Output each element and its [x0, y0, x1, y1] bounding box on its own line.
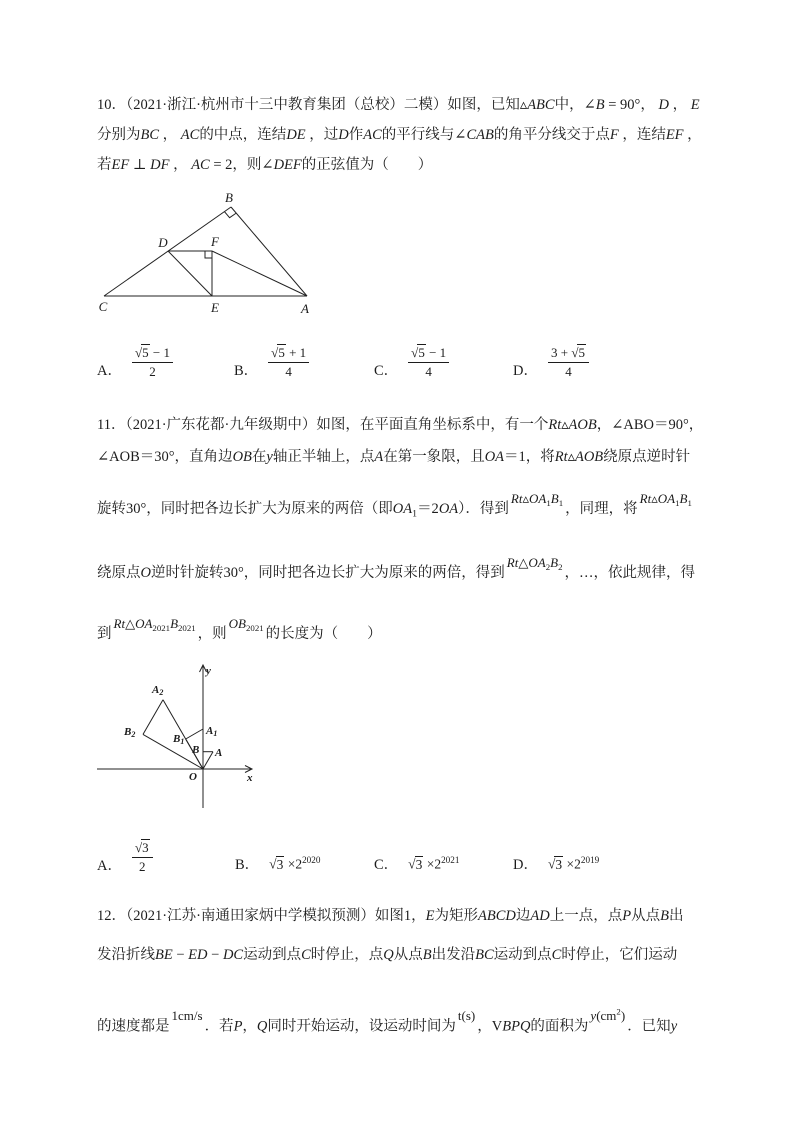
math-symbol: B — [550, 491, 559, 506]
superscript: 2021 — [441, 855, 460, 865]
text-run: 4 — [285, 364, 292, 379]
text-run: ∠ — [583, 97, 596, 113]
text-run: − 1 — [149, 345, 170, 360]
subscript: 2 — [545, 562, 551, 573]
text-run: ．已知 — [627, 1018, 671, 1035]
subscript: 2 — [558, 562, 563, 573]
subscript: 1 — [687, 498, 692, 509]
text-run: 作 — [348, 127, 364, 143]
text-run: ，连结 — [618, 127, 666, 143]
text-run: △ — [125, 616, 136, 631]
subscript: 1 — [546, 498, 551, 509]
math-symbol: BPQ — [502, 1018, 531, 1035]
text-run: 时停止，点 — [310, 947, 384, 963]
text-run: ，则 — [197, 626, 227, 642]
subscript: 2021 — [178, 623, 196, 634]
text-run: (cm — [596, 1008, 617, 1024]
text-run: ， — [477, 1018, 492, 1035]
text-run: 的正弦值为（ ） — [301, 157, 433, 173]
superscript: 2020 — [302, 855, 321, 865]
triangle-figure — [90, 185, 320, 320]
radicand: 3 — [276, 856, 284, 872]
text-run: = 2，则 — [209, 157, 262, 173]
option-label: D． — [513, 856, 538, 873]
problem-12-line-3 — [97, 1007, 678, 1036]
math-symbol: DC — [222, 947, 244, 963]
text-run: ，过 — [305, 127, 339, 143]
text-run: ＝2 — [417, 501, 439, 517]
denominator — [422, 363, 435, 381]
option-label: B． — [235, 856, 260, 873]
label-c: C — [98, 299, 108, 314]
option-c — [374, 850, 459, 875]
text-run: 到 — [97, 626, 112, 642]
text-run: 11．（2021·广东花都·九年级期中）如图，在平面直角坐标系中，有一个 — [97, 417, 549, 433]
segment-a1b1 — [186, 729, 203, 739]
math-symbol: A — [374, 449, 384, 465]
text-run: ， — [169, 157, 192, 173]
text-run: − — [207, 947, 223, 963]
math-symbol: Rt — [548, 417, 562, 433]
math-symbol: ED — [188, 947, 208, 963]
segment-oa — [203, 752, 213, 769]
math-symbol: Rt — [554, 449, 568, 465]
math-symbol: BC — [140, 127, 160, 143]
radicand: 5 — [578, 345, 585, 360]
text-run: 绕原点 — [97, 565, 141, 581]
text-run: √ — [134, 345, 143, 360]
label-b1-sub: 1 — [180, 737, 185, 746]
math-symbol: C — [551, 947, 562, 963]
math-symbol: B — [595, 97, 605, 113]
problem-11-line-1 — [97, 415, 703, 435]
segment-a2b2 — [143, 700, 163, 735]
text-run: t(s) — [457, 1008, 476, 1024]
problem-12-line-2 — [97, 945, 677, 965]
text-run: 边 — [515, 908, 531, 924]
label-a1 — [205, 725, 217, 738]
text-run: ▵ — [522, 491, 529, 506]
label-y: y — [206, 665, 211, 677]
label-a: A — [215, 747, 223, 759]
text-run: ∠AOB＝30°，直角边 — [97, 449, 233, 465]
math-symbol: Rt — [639, 491, 652, 506]
right-angle-mark-b — [224, 212, 236, 218]
text-run: 旋转30°，同时把各边长扩大为原来的两倍（即 — [97, 501, 393, 517]
math-symbol: P — [233, 1018, 243, 1035]
fraction — [268, 344, 309, 381]
text-run: ×2 — [563, 856, 581, 872]
text-run: ▵ — [519, 97, 528, 113]
label-b1 — [172, 733, 184, 746]
text-run: ×2 — [284, 856, 303, 872]
option-label: C． — [374, 856, 399, 873]
text-run: 出 — [668, 908, 684, 924]
label-f: F — [211, 234, 219, 249]
text-run: ， — [159, 127, 181, 143]
math-symbol: AC — [180, 127, 200, 143]
text-run: 的速度都是 — [97, 1018, 170, 1035]
label-b: B — [192, 744, 200, 756]
math-symbol: B — [679, 491, 688, 506]
math-symbol: OA — [438, 501, 459, 517]
segment-oa2 — [163, 700, 203, 769]
numerator — [268, 344, 309, 363]
text-run: 在 — [251, 449, 267, 465]
text-run: 4 — [565, 364, 572, 379]
option-d — [513, 850, 599, 875]
superscript: 2 — [616, 1007, 621, 1017]
math-symbol: B — [660, 908, 669, 924]
text-run: 从点 — [631, 908, 661, 924]
text-run: 12．（2021·江苏·南通田家炳中学模拟预测）如图1， — [97, 908, 426, 924]
problem-11-line-4 — [97, 555, 695, 587]
denominator — [146, 363, 159, 381]
option-label: A． — [97, 858, 122, 874]
math-symbol: CAB — [466, 127, 494, 143]
text-run: 3 + √ — [550, 345, 579, 360]
denominator — [136, 858, 149, 876]
math-symbol: BC — [475, 947, 494, 963]
subscript: 2021 — [152, 623, 171, 634]
option-b — [235, 850, 320, 875]
text-run: 运动到点 — [493, 947, 552, 963]
text-run: − 1 — [425, 345, 447, 360]
math-symbol: AC — [191, 157, 210, 173]
text-run: 1cm/s — [171, 1008, 203, 1024]
option-b — [234, 344, 309, 381]
math-symbol: AC — [363, 127, 382, 143]
text-run: + 1 — [285, 345, 307, 360]
fraction — [408, 344, 449, 381]
math-symbol: DF — [150, 157, 170, 173]
label-b2-sub: 2 — [131, 730, 136, 739]
subscript: 1 — [412, 508, 418, 520]
text-run: 出发沿 — [431, 947, 476, 963]
text-run: 逆时针旋转30°，同时把各边长扩大为原来的两倍，得到 — [150, 565, 505, 581]
math-symbol: DE — [286, 127, 306, 143]
math-symbol: y — [670, 1018, 678, 1035]
text-run: ＝1，将 — [504, 449, 555, 465]
option-expression — [548, 850, 599, 875]
text-run: 的中点，连结 — [199, 127, 287, 143]
problem-11-line-5 — [97, 616, 382, 648]
inline-formula — [506, 555, 563, 573]
text-run: √ — [408, 856, 416, 872]
denominator — [562, 363, 575, 381]
numerator — [548, 344, 589, 363]
text-run: ⊥ — [129, 157, 151, 173]
inline-formula — [228, 616, 264, 634]
text-run: 为矩形 — [434, 908, 479, 924]
label-b2-main: B — [124, 726, 132, 738]
radicand: 5 — [418, 345, 425, 360]
fraction — [132, 344, 173, 381]
option-label: B． — [234, 363, 259, 379]
text-run: 的平行线与 — [381, 127, 455, 143]
math-symbol: AOB — [574, 449, 604, 465]
math-symbol: Rt — [510, 491, 523, 506]
label-a1-sub: 1 — [213, 729, 218, 738]
inline-formula — [590, 1008, 625, 1023]
math-symbol: BE — [155, 947, 173, 963]
inline-formula — [172, 1008, 203, 1023]
label-x: x — [247, 772, 253, 784]
problem-10-line-2 — [97, 125, 702, 145]
numerator — [408, 344, 449, 363]
text-run: ， — [242, 1018, 257, 1035]
math-symbol: ABC — [527, 97, 555, 113]
math-symbol: B — [550, 555, 559, 570]
problem-10-line-1 — [97, 95, 700, 115]
math-symbol: OB — [232, 449, 252, 465]
text-run: √ — [269, 856, 277, 872]
radicand: 5 — [142, 345, 149, 360]
text-run: 若 — [97, 157, 112, 173]
math-symbol: B — [422, 947, 432, 963]
segment-fa — [212, 251, 307, 296]
label-a2 — [151, 684, 163, 697]
text-run: 轴正半轴上，点 — [272, 449, 375, 465]
text-run: ▵ — [561, 417, 569, 433]
text-run: 发沿折线 — [97, 947, 155, 963]
math-symbol: OB — [228, 616, 247, 631]
math-symbol: Rt — [113, 616, 126, 631]
subscript: 1 — [558, 498, 564, 509]
radicand: 3 — [415, 856, 423, 872]
math-symbol: Rt — [506, 555, 519, 570]
math-symbol: y — [590, 1008, 597, 1024]
math-symbol: OA — [657, 491, 676, 506]
math-symbol: OA — [135, 616, 153, 631]
option-c — [374, 344, 449, 381]
text-run: 上一点，点 — [549, 908, 623, 924]
denominator — [282, 363, 295, 381]
label-a2-sub: 2 — [159, 688, 164, 697]
problem-10-line-3 — [97, 155, 432, 175]
label-e: E — [211, 300, 219, 315]
right-angle-mark-f — [205, 251, 212, 258]
text-run: ，同理，将 — [565, 501, 638, 517]
option-label: C． — [374, 363, 399, 379]
text-run: 在第一象限，且 — [383, 449, 485, 465]
text-run: ▵ — [567, 449, 575, 465]
text-run: − — [172, 947, 189, 963]
label-d: D — [158, 235, 168, 250]
text-run: 运动到点 — [243, 947, 302, 963]
segment-ba — [231, 207, 307, 296]
text-run: 的角平分线交于点 — [493, 127, 610, 143]
problem-11-line-2 — [97, 447, 690, 467]
text-run: 4 — [425, 364, 432, 379]
label-b: B — [225, 190, 233, 205]
math-symbol: OA — [484, 449, 505, 465]
math-symbol: Q — [383, 947, 394, 963]
inline-formula — [510, 491, 564, 509]
math-symbol: P — [622, 908, 632, 924]
math-symbol: AD — [530, 908, 550, 924]
coordinate-figure — [90, 655, 260, 815]
text-run: ) — [620, 1008, 626, 1024]
text-run: ，∠ABO＝90°， — [596, 417, 704, 433]
text-run: ）．得到 — [458, 501, 509, 517]
text-run: 绕原点逆时针 — [603, 449, 691, 465]
radicand: 3 — [555, 856, 563, 872]
text-run: 从点 — [393, 947, 423, 963]
fraction — [132, 839, 153, 876]
math-symbol: B — [170, 616, 179, 631]
text-run: ∠ — [454, 127, 467, 143]
text-run: 的长度为（ ） — [265, 626, 382, 642]
math-symbol: C — [301, 947, 311, 963]
numerator — [132, 839, 153, 858]
math-symbol: O — [140, 565, 151, 581]
text-run: 2 — [139, 859, 146, 874]
text-run: △ — [518, 555, 529, 570]
math-symbol: OA — [529, 491, 547, 506]
label-a2-main: A — [152, 684, 160, 696]
text-run: V — [491, 1018, 503, 1035]
text-run: √ — [271, 345, 279, 360]
text-run: 10．（2021·浙江·杭州市十三中教育集团（总校）二模）如图，已知 — [97, 97, 520, 113]
label-a: A — [301, 301, 309, 316]
math-symbol: OA — [528, 555, 546, 570]
math-symbol: D — [658, 97, 669, 113]
math-symbol: DEF — [273, 157, 302, 173]
text-run: ×2 — [423, 856, 442, 872]
option-expression — [269, 850, 320, 875]
math-symbol: E — [690, 97, 700, 113]
math-symbol: y — [266, 449, 273, 465]
text-run: ，…，依此规律，得 — [564, 565, 695, 581]
label-o: O — [189, 771, 197, 783]
superscript: 2019 — [580, 855, 600, 865]
math-symbol: EF — [111, 157, 130, 173]
text-run: √ — [134, 840, 143, 855]
subscript: 1 — [675, 498, 680, 509]
text-run: ， — [683, 127, 702, 143]
math-symbol: AOB — [568, 417, 597, 433]
label-b1-main: B — [173, 733, 181, 745]
radicand: 5 — [278, 345, 285, 360]
text-run: √ — [411, 345, 419, 360]
option-a — [97, 344, 173, 381]
problem-11-line-3 — [97, 491, 694, 524]
inline-formula — [113, 616, 196, 634]
text-run: 的面积为 — [530, 1018, 589, 1035]
text-run: 中， — [554, 97, 584, 113]
text-run: ， — [668, 97, 691, 113]
inline-formula — [458, 1008, 475, 1023]
math-symbol: ABCD — [478, 908, 516, 924]
text-run: ∠ — [261, 157, 274, 173]
text-run: ▵ — [651, 491, 658, 506]
radicand: 3 — [142, 840, 149, 855]
math-symbol: Q — [256, 1018, 268, 1035]
text-run: 时停止，它们运动 — [561, 947, 678, 963]
option-expression — [408, 850, 459, 875]
text-run: = 90°， — [604, 97, 659, 113]
text-run: 2 — [149, 364, 156, 379]
math-symbol: E — [425, 908, 435, 924]
numerator — [132, 344, 173, 363]
math-symbol: EF — [665, 127, 684, 143]
text-run: ．若 — [204, 1018, 234, 1035]
math-symbol: F — [609, 127, 619, 143]
fraction — [548, 344, 589, 381]
subscript: 2021 — [246, 623, 264, 634]
text-run: 分别为 — [97, 127, 141, 143]
option-d — [513, 344, 589, 381]
text-run: 同时开始运动，设运动时间为 — [267, 1018, 456, 1035]
problem-12-line-1 — [97, 906, 683, 926]
option-a — [97, 839, 153, 876]
label-b2 — [123, 726, 135, 739]
label-a1-main: A — [206, 725, 214, 737]
inline-formula — [639, 491, 692, 509]
math-symbol: D — [338, 127, 349, 143]
option-label: D． — [513, 363, 538, 379]
text-run: √ — [547, 856, 556, 872]
math-symbol: OA — [392, 501, 413, 517]
option-label: A． — [97, 363, 122, 379]
